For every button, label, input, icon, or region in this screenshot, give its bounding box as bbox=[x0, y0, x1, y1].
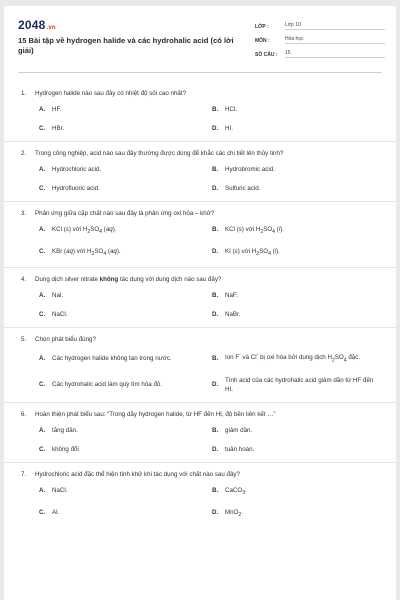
question-stem bbox=[4, 463, 396, 479]
option-letter: C. bbox=[39, 445, 46, 453]
option-text: Ion F- và Cl- bị oxi hóa bởi dung dịch $H_2SO_4$ đặc. bbox=[225, 352, 361, 364]
option-letter: C. bbox=[39, 311, 46, 319]
meta-value: Hóa học bbox=[285, 36, 385, 44]
question-list bbox=[4, 82, 396, 528]
answer-option[interactable] bbox=[39, 346, 212, 370]
option-text: HF. bbox=[52, 106, 62, 113]
answer-option[interactable] bbox=[212, 481, 385, 503]
option-text: NaI. bbox=[52, 292, 64, 300]
option-text: Các hydrohalic acid làm quỳ tím hóa đỏ. bbox=[52, 381, 163, 389]
option-letter: D. bbox=[212, 381, 219, 389]
worksheet-header bbox=[4, 6, 396, 70]
answer-option[interactable] bbox=[39, 305, 212, 324]
answer-options bbox=[4, 344, 396, 401]
question-text: Hydrochloric acid đặc thể hiện tính khử khi tác dụng với chất nào sau đây? bbox=[35, 470, 240, 478]
option-text: NaCl. bbox=[52, 311, 68, 319]
option-text: MnO$_2$. bbox=[225, 509, 244, 519]
option-letter: C. bbox=[39, 509, 46, 516]
option-text: Hydrobromic acid. bbox=[225, 166, 275, 173]
question-stem bbox=[4, 268, 396, 284]
answer-options bbox=[4, 284, 396, 327]
answer-options bbox=[4, 419, 396, 462]
answer-option[interactable] bbox=[39, 179, 212, 198]
answer-option[interactable] bbox=[212, 220, 385, 242]
question-stem bbox=[4, 142, 396, 158]
answer-option[interactable] bbox=[212, 100, 385, 119]
option-letter: B. bbox=[212, 106, 219, 113]
answer-option[interactable] bbox=[212, 160, 385, 179]
question-stem bbox=[4, 202, 396, 218]
option-text: Hydrochloric acid. bbox=[52, 166, 102, 173]
question-item bbox=[4, 327, 396, 401]
question-item bbox=[4, 82, 396, 141]
option-letter: D. bbox=[212, 311, 219, 319]
option-text: tăng dần. bbox=[52, 426, 78, 434]
option-text: Tính acid của các hydrohalic acid giảm dần từ HF đến HI. bbox=[225, 376, 374, 393]
answer-option[interactable] bbox=[212, 119, 385, 138]
question-text: Phản ứng giữa cặp chất nào sau đây là phản ứng oxi hóa – khử? bbox=[35, 210, 215, 217]
question-number: 3. bbox=[21, 210, 27, 217]
meta-row-count bbox=[255, 46, 385, 58]
answer-option[interactable] bbox=[212, 371, 385, 399]
question-item bbox=[4, 201, 396, 267]
answer-option[interactable] bbox=[39, 220, 212, 242]
option-letter: A. bbox=[39, 292, 46, 300]
option-letter: B. bbox=[212, 486, 219, 494]
question-stem bbox=[4, 328, 396, 344]
answer-option[interactable] bbox=[39, 119, 212, 138]
meta-key: SỐ CÂU : bbox=[255, 52, 278, 58]
option-text: Các hydrogen halide không tan trong nước. bbox=[52, 355, 172, 363]
answer-options bbox=[4, 218, 396, 267]
option-letter: A. bbox=[39, 426, 46, 434]
question-number: 6. bbox=[21, 410, 27, 418]
answer-option[interactable] bbox=[212, 242, 385, 264]
worksheet-title: 15 Bài tập về hydrogen halide và các hydrohalic acid (có lời giải) bbox=[18, 36, 234, 55]
option-text: Sulfuric acid. bbox=[225, 185, 261, 192]
question-item bbox=[4, 141, 396, 201]
option-letter: D. bbox=[212, 125, 219, 132]
option-letter: D. bbox=[212, 185, 219, 192]
meta-row-subject bbox=[255, 32, 385, 44]
option-text: HI. bbox=[225, 125, 233, 132]
option-letter: D. bbox=[212, 445, 219, 453]
option-text: HBr. bbox=[52, 125, 65, 132]
option-text: tuần hoàn. bbox=[225, 445, 255, 453]
option-text: Hydrofluoric acid. bbox=[52, 185, 100, 192]
question-number: 4. bbox=[21, 276, 27, 284]
worksheet-meta bbox=[255, 18, 385, 60]
answer-option[interactable] bbox=[39, 440, 212, 459]
option-letter: A. bbox=[39, 166, 46, 173]
option-letter: A. bbox=[39, 486, 46, 494]
option-text: KBr (aq) với $H_2SO_4$ (aq). bbox=[52, 248, 121, 258]
question-number: 2. bbox=[21, 150, 27, 157]
option-letter: B. bbox=[212, 292, 219, 300]
option-letter: B. bbox=[212, 166, 219, 173]
option-letter: C. bbox=[39, 381, 46, 389]
option-text: giảm dần. bbox=[225, 426, 253, 434]
option-text: KCl (s) với $H_2SO_4$ (l). bbox=[225, 226, 284, 236]
answer-option[interactable] bbox=[39, 242, 212, 264]
option-letter: B. bbox=[212, 355, 219, 363]
site-logo[interactable] bbox=[18, 18, 56, 32]
option-text: NaBr. bbox=[225, 311, 241, 319]
answer-option[interactable] bbox=[212, 286, 385, 305]
worksheet-page bbox=[4, 6, 396, 600]
question-number: 1. bbox=[21, 90, 27, 97]
meta-value: Lớp 10 bbox=[285, 22, 385, 30]
answer-option[interactable] bbox=[39, 160, 212, 179]
option-letter: C. bbox=[39, 125, 46, 132]
option-letter: A. bbox=[39, 226, 46, 233]
answer-options bbox=[4, 158, 396, 201]
question-number: 5. bbox=[21, 336, 27, 344]
question-text: Hydrogen halide nào sau đây có nhiệt độ sôi cao nhất? bbox=[35, 90, 187, 97]
answer-option[interactable] bbox=[39, 100, 212, 119]
answer-option[interactable] bbox=[39, 371, 212, 399]
option-text: HCl. bbox=[225, 106, 238, 113]
question-text: Dung dịch silver nitrate không tác dụng với dung dịch nào sau đây? bbox=[35, 276, 222, 284]
question-stem bbox=[4, 403, 396, 419]
logo-suffix: .vn bbox=[46, 25, 56, 31]
option-text: NaF. bbox=[225, 292, 238, 300]
answer-option[interactable] bbox=[212, 421, 385, 440]
answer-option[interactable] bbox=[39, 286, 212, 305]
meta-row-grade bbox=[255, 18, 385, 30]
meta-value: 15 bbox=[285, 50, 385, 58]
option-text: NaCl. bbox=[52, 486, 68, 494]
answer-options bbox=[4, 98, 396, 141]
answer-options bbox=[4, 479, 396, 528]
option-letter: A. bbox=[39, 355, 46, 363]
meta-key: MÔN : bbox=[255, 38, 270, 44]
answer-option[interactable] bbox=[212, 346, 385, 370]
option-letter: B. bbox=[212, 226, 219, 233]
question-text: Trong công nghiệp, acid nào sau đây thường được dùng để khắc các chi tiết lên thủy tinh? bbox=[35, 150, 284, 157]
option-letter: C. bbox=[39, 248, 46, 256]
question-text: Hoàn thiện phát biểu sau: “Trong dãy hydrogen halide, từ HF đến HI, độ bền liên kết …” bbox=[35, 410, 276, 418]
answer-option[interactable] bbox=[39, 503, 212, 525]
answer-option[interactable] bbox=[212, 503, 385, 525]
question-number: 7. bbox=[21, 470, 27, 478]
option-text: KI (s) với $H_2SO_4$ (l). bbox=[225, 248, 280, 258]
option-letter: A. bbox=[39, 106, 46, 113]
option-letter: D. bbox=[212, 509, 219, 516]
question-item bbox=[4, 402, 396, 462]
option-text: không đổi bbox=[52, 445, 79, 453]
answer-option[interactable] bbox=[212, 440, 385, 459]
option-letter: C. bbox=[39, 185, 46, 192]
answer-option[interactable] bbox=[212, 305, 385, 324]
option-text: CaCO$_3$. bbox=[225, 486, 247, 496]
meta-key: LỚP : bbox=[255, 24, 269, 30]
answer-option[interactable] bbox=[39, 481, 212, 503]
logo-text: 2048 bbox=[18, 18, 46, 32]
option-letter: D. bbox=[212, 248, 219, 256]
answer-option[interactable] bbox=[39, 421, 212, 440]
answer-option[interactable] bbox=[212, 179, 385, 198]
header-divider bbox=[18, 72, 382, 73]
option-text: Al. bbox=[52, 509, 60, 516]
question-text: Chọn phát biểu đúng? bbox=[35, 336, 96, 344]
question-item bbox=[4, 267, 396, 327]
option-letter: B. bbox=[212, 426, 219, 434]
option-text: KCl (s) với $H_2SO_4$ (aq). bbox=[52, 226, 117, 236]
question-stem bbox=[4, 82, 396, 98]
question-item bbox=[4, 462, 396, 528]
